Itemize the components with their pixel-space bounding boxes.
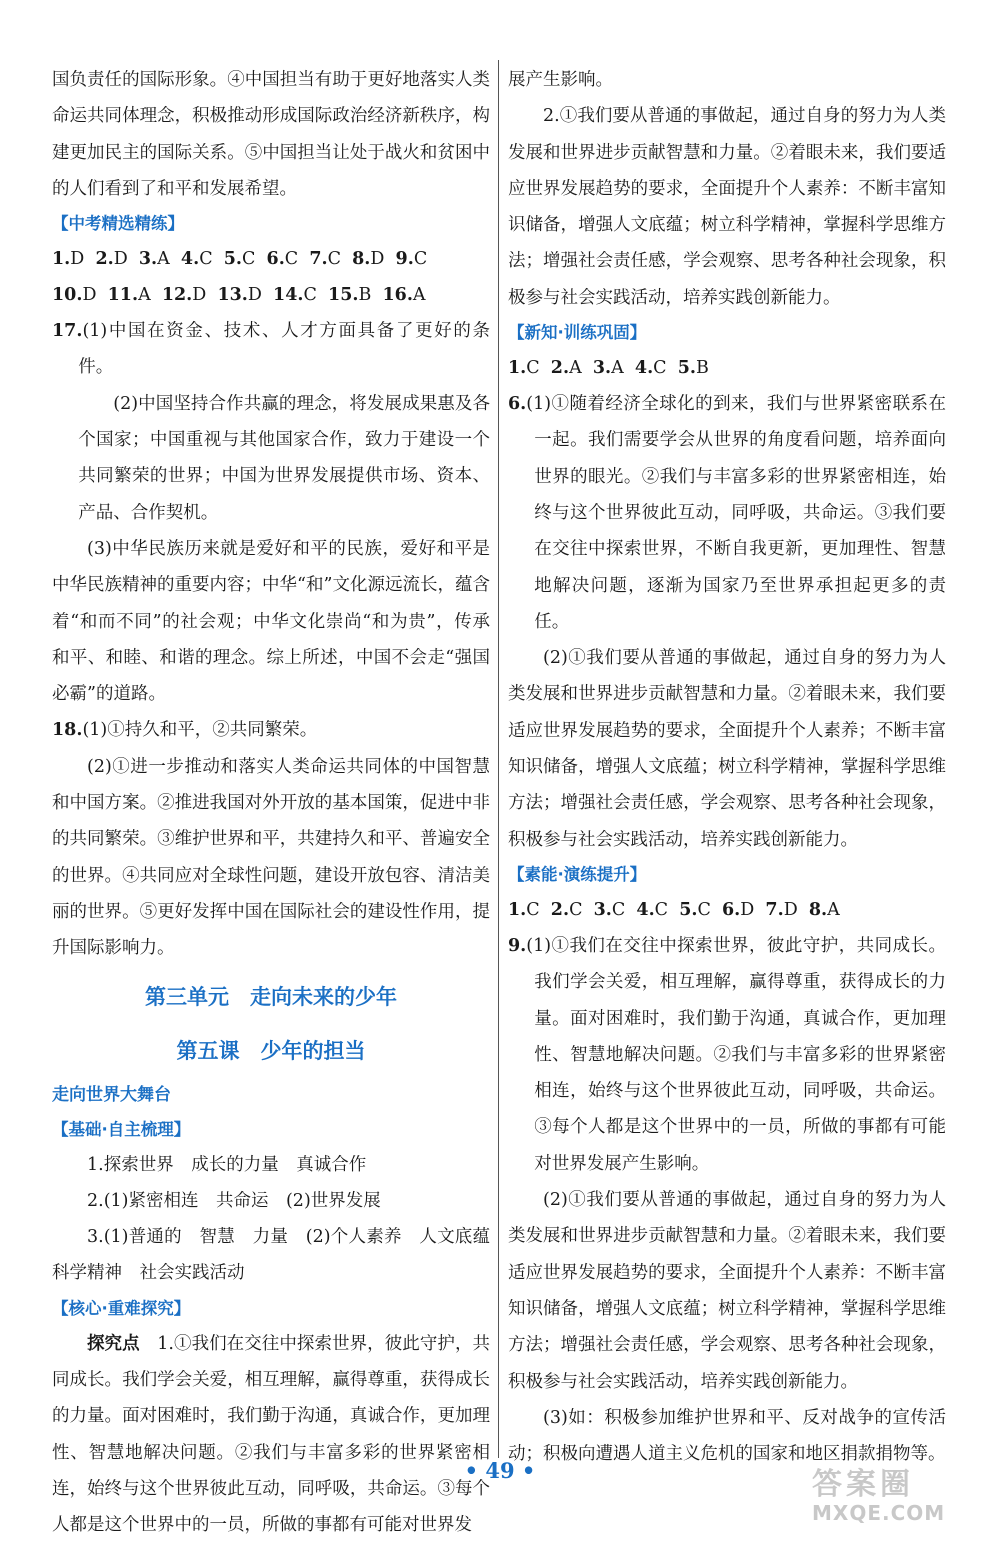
answer-choice: B <box>695 358 709 379</box>
answer-number: 4. <box>634 358 654 379</box>
answer-number: 1. <box>508 358 527 379</box>
answer-choice: A <box>611 358 635 379</box>
answer-number: 2. <box>550 899 570 920</box>
answer-choice: C <box>327 249 353 270</box>
answer-paragraph: (3)中华民族历来就是爱好和平的民族，爱好和平是中华民族精神的重要内容；中华“和”文化源远流长，蕴含着“和而不同”的社会观；中华文化崇尚“和为贵”，传承和平、和睦、和谐的理念。综上所述，中国不会走“强国必霸”的道路。 <box>52 538 490 705</box>
answer-number: 2. <box>95 249 114 270</box>
answer-number: 4. <box>180 249 200 270</box>
answer-choice: C <box>653 358 678 379</box>
answer-choice: C <box>654 899 680 920</box>
answer-paragraph: (2)①我们要从普通的事做起，通过自身的努力为人类发展和世界进步贡献智慧和力量。②着眼未来，我们要适应世界发展趋势的要求，全面提升个人素养；不断丰富知识储备，增强人文底蕴；树立科学精神，掌握科学思维方法；增强社会责任感，学会观察、思考各种社会现象，积极参与社会实践活动，培养实践创新能力。 <box>508 648 946 850</box>
answer-choice: C <box>526 358 551 379</box>
answer-choice: A <box>412 285 426 306</box>
topic-title: 走向世界大舞台 <box>52 1084 171 1105</box>
question-17 <box>52 313 490 386</box>
answer-choice: C <box>526 899 551 920</box>
question-number: 6. <box>508 394 527 415</box>
answer-choice: D <box>192 285 218 306</box>
question-6 <box>508 386 946 640</box>
question-number: 18. <box>52 720 83 741</box>
answer-number: 8. <box>808 899 828 920</box>
answer-text: (1)①持久和平，②共同繁荣。 <box>82 720 318 741</box>
section-title-jichu: 【基础·自主梳理】 <box>52 1119 191 1139</box>
answer-choice: B <box>358 285 383 306</box>
answer-choice: D <box>113 249 139 270</box>
question-18 <box>52 712 490 748</box>
answer-number: 7. <box>765 899 784 920</box>
answer-paragraph: (2)①进一步推动和落实人类命运共同体的中国智慧和中国方案。②推进我国对外开放的基本国策，促进中非的共同繁荣。③维护世界和平，共建持久和平、普遍安全的世界。④共同应对全球性问题，建设开放包容、清洁美丽的世界。⑤更好发挥中国在国际社会的建设性作用，提升国际影响力。 <box>52 756 490 959</box>
answer-paragraph: (2)①我们要从普通的事做起，通过自身的努力为人类发展和世界进步贡献智慧和力量。②着眼未来，我们要适应世界发展趋势的要求，全面提升个人素养：不断丰富知识储备，增强人文底蕴；树立科学精神，掌握科学思维方法；增强社会责任感，学会观察、思考各种社会现象，积极参与社会实践活动，培养实践创新能力。 <box>508 1190 946 1392</box>
answer-text: (1)中国在资金、技术、人才方面具备了更好的条件。 <box>78 321 490 378</box>
answer-choice: D <box>82 285 108 306</box>
section-title-zhongkao: 【中考精选精练】 <box>52 214 184 234</box>
page-number: • 49 • <box>464 1458 536 1483</box>
right-column <box>508 62 946 1472</box>
watermark-url: MXQE.COM <box>812 1501 946 1525</box>
answer-choice: C <box>303 285 329 306</box>
answer-paragraph: (2)中国坚持合作共赢的理念，将发展成果惠及各个国家；中国重视与其他国家合作，致力于建设一个共同繁荣的世界；中国为世界发展提供市场、资本、产品、合作契机。 <box>78 393 490 523</box>
answer-number: 3. <box>592 358 612 379</box>
answer-number: 6. <box>721 899 741 920</box>
answer-number: 5. <box>223 249 242 270</box>
answer-choice: C <box>284 249 310 270</box>
explore-answer-2: 2.①我们要从普通的事做起，通过自身的努力为人类发展和世界进步贡献智慧和力量。②着眼未来，我们要适应世界发展趋势的要求，全面提升个人素养：不断丰富知识储备，增强人文底蕴；树立科学精神，掌握科学思维方法；增强社会责任感，学会观察、思考各种社会现象，积极参与社会实践活动，培养实践创新能力。 <box>508 106 946 308</box>
answer-choice: A <box>138 285 162 306</box>
answer-text: (1)①我们在交往中探索世界，彼此守护，共同成长。我们学会关爱，相互理解，赢得尊重，获得成长的力量。面对困难时，我们勤于沟通，真诚合作，更加理性、智慧地解决问题。②我们与丰富多彩的世界紧密相连，始终与这个世界彼此互动，同呼吸，共命运。③每个人都是这个世界中的一员，所做的事都有可能对世界发展产生影响。 <box>526 935 946 1174</box>
answer-choice: C <box>697 899 722 920</box>
answer-number: 11. <box>107 285 139 306</box>
answer-choice: C <box>611 899 637 920</box>
watermark-text: 答案圈 <box>812 1467 914 1502</box>
column-divider <box>498 60 499 1458</box>
section-title-hexin: 【核心·重难探究】 <box>52 1298 191 1318</box>
answer-choice: A <box>157 249 181 270</box>
answer-number: 9. <box>395 249 414 270</box>
basic-answer-3: 3.(1)普通的 智慧 力量 (2)个人素养 人文底蕴 科学精神 社会实践活动 <box>52 1227 508 1284</box>
question-number: 9. <box>508 935 527 956</box>
answer-choice: A <box>569 358 593 379</box>
answer-row-3 <box>508 350 946 386</box>
answer-choice: D <box>783 899 809 920</box>
answer-number: 5. <box>679 899 698 920</box>
answer-choice: D <box>740 899 766 920</box>
section-title-suneng: 【素能·演练提升】 <box>508 864 647 884</box>
answer-number: 16. <box>382 285 413 306</box>
answer-choice: C <box>413 249 428 270</box>
answer-choice: D <box>247 285 274 306</box>
answer-number: 8. <box>352 249 371 270</box>
section-title-xinzhi: 【新知·训练巩固】 <box>508 323 647 343</box>
answer-number: 3. <box>138 249 158 270</box>
explore-label: 探究点 <box>87 1333 140 1354</box>
answer-choice: C <box>199 249 224 270</box>
answer-number: 7. <box>309 249 328 270</box>
continued-line: 展产生影响。 <box>508 70 613 90</box>
explore-text: 1.①我们在交往中探索世界，彼此守护，共同成长。我们学会关爱，相互理解，赢得尊重，获得成长的力量。面对困难时，我们勤于沟通，真诚合作，更加理性、智慧地解决问题。②我们与丰富多彩的世界紧密相连，始终与这个世界彼此互动，同呼吸，共命运。③每个人都是这个世界中的一员，所做的事都有可能对世界发 <box>52 1333 491 1536</box>
answer-row-2 <box>52 277 490 313</box>
answer-number: 15. <box>328 285 359 306</box>
answer-number: 1. <box>508 899 527 920</box>
answer-number: 3. <box>593 899 612 920</box>
answer-number: 1. <box>52 249 71 270</box>
basic-answer-1: 1.探索世界 成长的力量 真诚合作 <box>87 1154 367 1175</box>
answer-row-4 <box>508 892 946 928</box>
answer-choice: C <box>569 899 594 920</box>
continued-paragraph: 国负责任的国际形象。④中国担当有助于更好地落实人类命运共同体理念，积极推动形成国际政治经济新秩序，构建更加民主的国际关系。⑤中国担当让处于战火和贫困中的人们看到了和平和发展希望。 <box>52 70 490 199</box>
answer-row-1 <box>52 241 490 277</box>
answer-number: 4. <box>636 899 655 920</box>
answer-choice: D <box>70 249 96 270</box>
answer-choice: A <box>827 899 840 920</box>
question-9 <box>508 928 946 1182</box>
lesson-title: 第五课 少年的担当 <box>176 1038 366 1063</box>
answer-text: (1)①随着经济全球化的到来，我们与世界紧密联系在一起。我们需要学会从世界的角度看问题，培养面向世界的眼光。②我们与丰富多彩的世界紧密相连，始终与这个世界彼此互动，同呼吸，共命运。③我们要在交往中探索世界，不断自我更新，更加理性、智慧地解决问题，逐渐为国家乃至世界承担起更多的责任。 <box>526 394 946 632</box>
answer-choice: C <box>242 249 267 270</box>
answer-number: 5. <box>677 358 696 379</box>
answer-number: 2. <box>550 358 570 379</box>
question-number: 17. <box>52 321 83 342</box>
answer-number: 12. <box>161 285 193 306</box>
unit-title: 第三单元 走向未来的少年 <box>145 984 397 1009</box>
basic-answer-2: 2.(1)紧密相连 共命运 (2)世界发展 <box>87 1190 381 1211</box>
answer-choice: D <box>370 249 396 270</box>
answer-paragraph: (3)如：积极参加维护世界和平、反对战争的宣传活动；积极向遭遇人道主义危机的国家和地区捐款捐物等。 <box>508 1407 946 1465</box>
explore-paragraph <box>52 1326 490 1544</box>
answer-number: 13. <box>217 285 248 306</box>
watermark-logo <box>812 1468 992 1528</box>
answer-number: 10. <box>52 285 83 306</box>
answer-number: 6. <box>266 249 285 270</box>
answer-number: 14. <box>273 285 304 306</box>
